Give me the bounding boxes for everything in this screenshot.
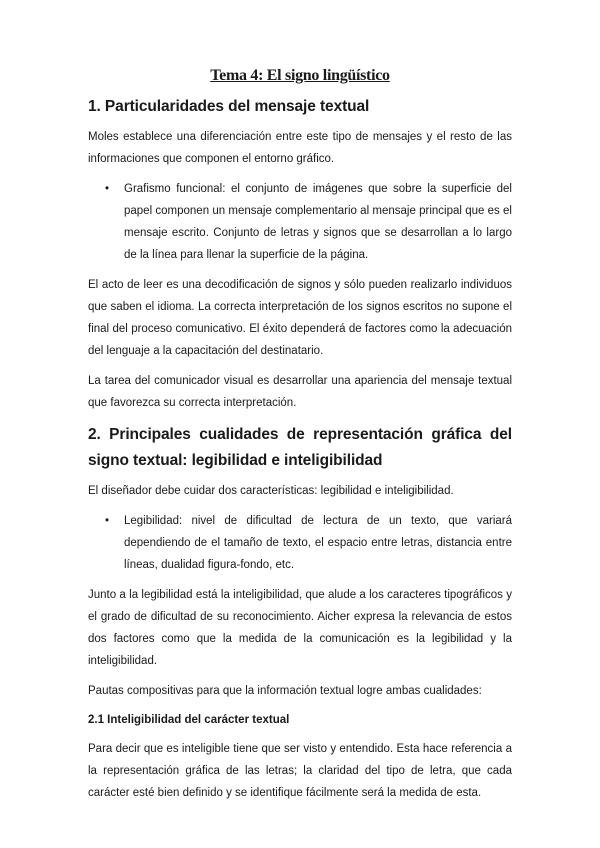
bullet-text: Grafismo funcional: el conjunto de imágenes que sobre la superficie del papel componen un mensaje complementario al mensaje principal que es el mensaje escrito. Conjunto de letras y signos que se desarrollan a lo largo de la línea para llenar la superficie de la página. xyxy=(124,183,512,261)
section-1-intro: Moles establece una diferenciación entre este tipo de mensajes y el resto de las informaciones que componen el entorno gráfico. xyxy=(88,131,512,165)
bullet-item xyxy=(105,178,512,266)
section-2-1-paragraph: Para decir que es inteligible tiene que ser visto y entendido. Esta hace referencia a la representación gráfica de las letras; la claridad del tipo de letra, que cada carácter esté bien definido y se identifique fácilmente será la medida de esta. xyxy=(88,743,512,799)
section-1-paragraph-3: La tarea del comunicador visual es desarrollar una apariencia del mensaje textual que favorezca su correcta interpretación. xyxy=(88,375,512,409)
document-title: Tema 4: El signo lingüístico xyxy=(210,67,390,84)
bullet-icon: • xyxy=(105,183,110,195)
section-2-intro: El diseñador debe cuidar dos características: legibilidad e inteligibilidad. xyxy=(88,485,454,497)
section-1-heading: 1. Particularidades del mensaje textual xyxy=(88,98,370,115)
bullet-item xyxy=(105,510,512,576)
section-2-paragraph-2: Junto a la legibilidad está la inteligibilidad, que alude a los caracteres tipográficos y el grado de dificultad de su reconocimiento. Aicher expresa la relevancia de estos dos factores como que la medida de la comunicación es la legibilidad y la inteligibilidad. xyxy=(88,589,512,667)
section-2-paragraph-3: Pautas compositivas para que la información textual logre ambas cualidades: xyxy=(88,685,482,697)
section-1-paragraph-2: El acto de leer es una decodificación de signos y sólo pueden realizarlo individuos que saben el idioma. La correcta interpretación de los signos escritos no supone el final del proceso comunicativo. El éxito dependerá de factores como la adecuación del lenguaje a la capacitación del destinatario. xyxy=(88,279,512,357)
section-2-heading: 2. Principales cualidades de representación gráfica del signo textual: legibilidad e inteligibilidad xyxy=(88,426,512,469)
section-2-bullet-list xyxy=(88,510,512,576)
section-2-1-heading: 2.1 Inteligibilidad del carácter textual xyxy=(88,714,290,726)
bullet-text: Legibilidad: nivel de dificultad de lectura de un texto, que variará dependiendo de el tamaño de texto, el espacio entre letras, distancia entre líneas, dualidad figura-fondo, etc. xyxy=(124,515,512,571)
section-1-bullet-list xyxy=(88,178,512,266)
bullet-icon: • xyxy=(105,515,110,527)
